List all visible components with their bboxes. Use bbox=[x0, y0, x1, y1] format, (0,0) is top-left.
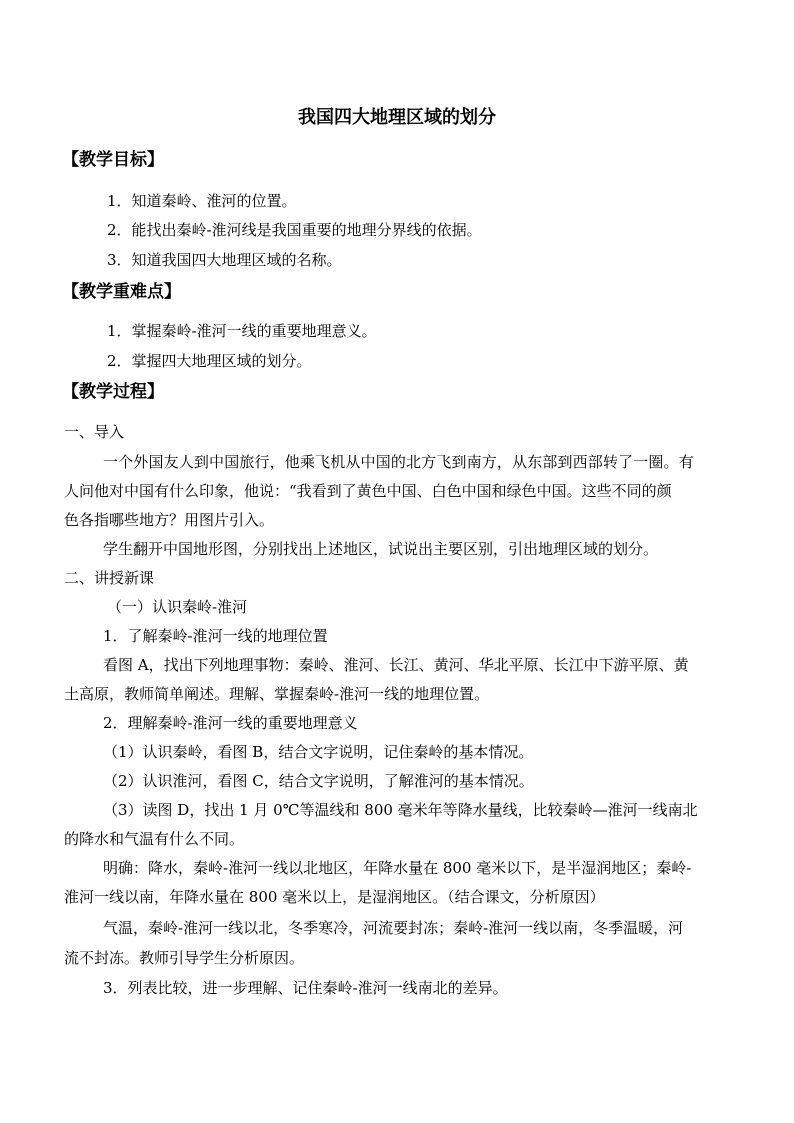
process-line: 看图 A，找出下列地理事物：秦岭、淮河、长江、黄河、华北平原、长江中下游平原、黄 bbox=[103, 656, 689, 674]
process-line: （一）认识秦岭-淮河 bbox=[107, 598, 248, 616]
process-line: 气温，秦岭-淮河一线以北，冬季寒冷，河流要封冻；秦岭-淮河一线以南，冬季温暖，河 bbox=[103, 919, 684, 937]
process-line: 一个外国友人到中国旅行，他乘飞机从中国的北方飞到南方，从东部到西部转了一圈。有 bbox=[103, 453, 694, 471]
key-point-item: 2．掌握四大地理区域的划分。 bbox=[107, 352, 312, 370]
process-line: （2）认识淮河，看图 C，结合文字说明，了解淮河的基本情况。 bbox=[103, 772, 534, 790]
process-line: 二、讲授新课 bbox=[64, 569, 155, 587]
process-line: 人问他对中国有什么印象，他说：“我看到了黄色中国、白色中国和绿色中国。这些不同的颜 bbox=[64, 482, 672, 500]
process-line: 流不封冻。教师引导学生分析原因。 bbox=[64, 949, 305, 967]
process-line: 2．理解秦岭-淮河一线的重要地理意义 bbox=[103, 714, 358, 732]
document-title: 我国四大地理区域的划分 bbox=[298, 107, 496, 128]
process-line: 明确：降水，秦岭-淮河一线以北地区，年降水量在 800 毫米以下，是半湿润地区；秦岭- bbox=[103, 859, 692, 877]
process-line: 学生翻开中国地形图，分别找出上述地区，试说出主要区别，引出地理区域的划分。 bbox=[103, 540, 659, 558]
process-line: 色各指哪些地方？用图片引入。 bbox=[64, 511, 275, 529]
section-heading-key-points: 【教学重难点】 bbox=[62, 282, 181, 302]
process-line: 土高原，教师简单阐述。理解、掌握秦岭-淮河一线的地理位置。 bbox=[64, 685, 490, 703]
process-line: 的降水和气温有什么不同。 bbox=[64, 830, 245, 848]
process-line: （3）读图 D，找出 1 月 0℃等温线和 800 毫米年等降水量线，比较秦岭—淮河一线南北 bbox=[103, 801, 698, 819]
objective-item: 2．能找出秦岭-淮河线是我国重要的地理分界线的依据。 bbox=[107, 221, 482, 239]
key-point-item: 1．掌握秦岭-淮河一线的重要地理意义。 bbox=[107, 322, 377, 340]
process-line: 1．了解秦岭-淮河一线的地理位置 bbox=[103, 627, 328, 645]
process-line: 3．列表比较，进一步理解、记住秦岭-淮河一线南北的差异。 bbox=[103, 979, 508, 997]
process-line: （1）认识秦岭，看图 B，结合文字说明，记住秦岭的基本情况。 bbox=[103, 743, 534, 761]
section-heading-objectives: 【教学目标】 bbox=[62, 150, 164, 170]
process-line: 一、导入 bbox=[64, 423, 125, 441]
objective-item: 1．知道秦岭、淮河的位置。 bbox=[107, 192, 297, 210]
objective-item: 3．知道我国四大地理区域的名称。 bbox=[107, 251, 342, 269]
section-heading-process: 【教学过程】 bbox=[62, 382, 164, 402]
process-line: 淮河一线以南，年降水量在 800 毫米以上，是湿润地区。（结合课文，分析原因） bbox=[64, 888, 605, 906]
